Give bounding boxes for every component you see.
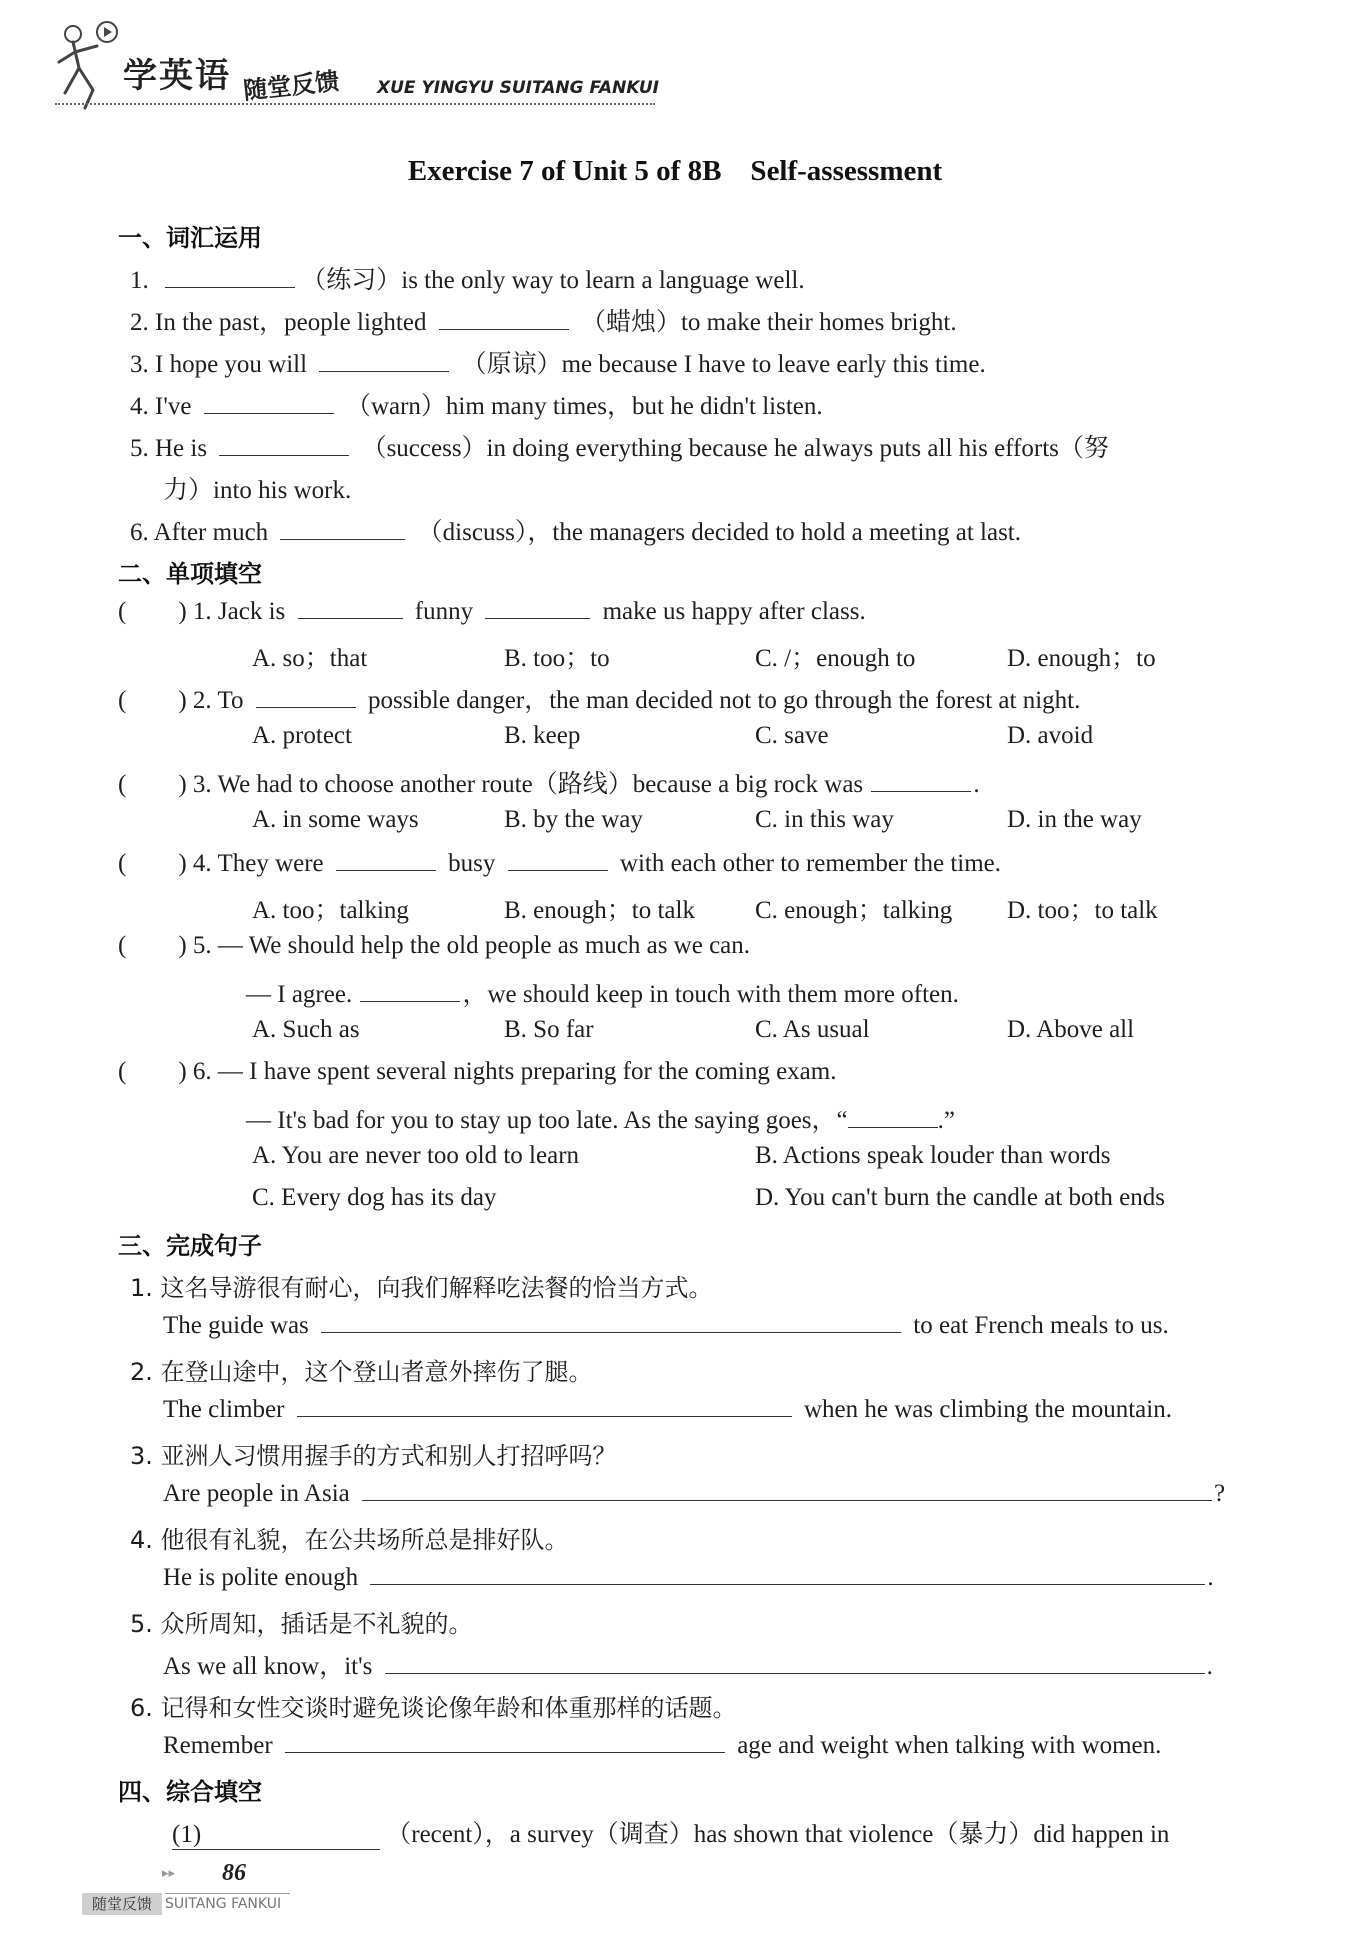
- answer-paren-close: ): [178, 598, 187, 625]
- answer-blank[interactable]: [321, 1310, 901, 1333]
- item-text: In the past，people lighted: [155, 309, 427, 336]
- option-b[interactable]: B. Actions speak louder than words: [755, 1142, 1111, 1169]
- item-text: — It's bad for you to stay up too late. As the saying goes，“: [246, 1107, 848, 1134]
- answer-blank[interactable]: [319, 349, 449, 372]
- mc-question-6: [118, 1058, 836, 1086]
- item-text: .: [973, 771, 980, 798]
- item-text: （success）in doing everything because he always puts all his efforts（努: [361, 435, 1109, 462]
- sentence-4-answer: [163, 1562, 1214, 1592]
- brand-subtitle: 随堂反馈: [242, 67, 341, 105]
- item-text: （原谅）me because I have to leave early this time.: [461, 351, 986, 378]
- header-divider: [55, 103, 655, 105]
- item-number: 4.: [130, 1526, 153, 1554]
- mc-question-5: [118, 932, 750, 960]
- item-text: to eat French meals to us.: [913, 1312, 1169, 1339]
- item-text: ?: [1214, 1480, 1226, 1507]
- runner-logo-icon: [55, 18, 125, 113]
- item-number: 5.: [130, 435, 149, 462]
- item-text: （discuss），the managers decided to hold a meeting at last.: [417, 519, 1021, 546]
- page-title: Exercise 7 of Unit 5 of 8B Self-assessment: [407, 155, 943, 187]
- answer-paren-open: (: [118, 771, 127, 798]
- vocab-item-5-cont: 力）into his work.: [163, 477, 352, 504]
- option-d[interactable]: D. Above all: [1007, 1016, 1135, 1043]
- chinese-prompt: 他很有礼貌，在公共场所总是排好队。: [160, 1526, 569, 1554]
- item-text: possible danger，the man decided not to go through the forest at night.: [368, 687, 1081, 714]
- item-number: 5.: [192, 932, 212, 959]
- answer-blank[interactable]: [871, 769, 971, 792]
- option-c[interactable]: C. Every dog has its day: [252, 1184, 497, 1211]
- sentence-2-prompt: [130, 1352, 593, 1387]
- sentence-6-prompt: [130, 1688, 737, 1723]
- option-a[interactable]: A. You are never too old to learn: [252, 1142, 580, 1169]
- chinese-prompt: 在登山途中，这个登山者意外摔伤了腿。: [160, 1358, 593, 1386]
- option-c[interactable]: C. enough；talking: [755, 897, 953, 924]
- vocab-item-1: [130, 260, 805, 296]
- footer-pinyin: SUITANG FANKUI: [165, 1896, 282, 1912]
- item-text: ，we should keep in touch with them more often.: [462, 981, 959, 1008]
- section-heading-mc: 二、单项填空: [118, 560, 262, 588]
- vocab-item-3: [130, 344, 986, 380]
- vocab-item-6: [130, 512, 1021, 548]
- answer-blank[interactable]: [256, 685, 356, 708]
- answer-blank[interactable]: [439, 307, 569, 330]
- mc-question-5-reply: [246, 974, 959, 1010]
- answer-blank[interactable]: [165, 265, 295, 288]
- option-b[interactable]: B. enough；to talk: [504, 897, 695, 924]
- item-text: busy: [448, 850, 496, 877]
- answer-blank[interactable]: [297, 1394, 792, 1417]
- answer-blank[interactable]: [280, 517, 405, 540]
- page-arrow-icon: ▸▸: [162, 1866, 176, 1881]
- sentence-3-answer: [163, 1478, 1225, 1508]
- section-heading-sentences: 三、完成句子: [118, 1232, 262, 1260]
- option-d[interactable]: D. in the way: [1007, 806, 1142, 833]
- answer-blank[interactable]: [219, 433, 349, 456]
- item-text: He is polite enough: [163, 1564, 359, 1591]
- answer-blank[interactable]: [362, 1478, 1212, 1501]
- sentence-5-answer: [163, 1646, 1213, 1682]
- option-a[interactable]: A. too；talking: [252, 897, 409, 924]
- sentence-6-answer: [163, 1730, 1161, 1760]
- item-text: The climber: [163, 1396, 285, 1423]
- item-text: The guide was: [163, 1312, 309, 1339]
- item-text: We had to choose another route（路线）because a big rock was: [217, 771, 864, 798]
- page-number: 86: [222, 1860, 246, 1886]
- mc-question-4: [118, 848, 1001, 878]
- vocab-item-2: [130, 302, 957, 338]
- section-heading-vocab: 一、词汇运用: [118, 224, 262, 252]
- answer-paren-open: (: [118, 687, 127, 714]
- item-number: 1.: [130, 267, 149, 294]
- option-b[interactable]: B. So far: [504, 1016, 594, 1043]
- option-d[interactable]: D. too；to talk: [1007, 897, 1158, 924]
- item-text: Remember: [163, 1732, 273, 1759]
- option-b[interactable]: B. too；to: [504, 645, 610, 672]
- answer-blank[interactable]: [298, 596, 403, 619]
- sentence-2-answer: [163, 1394, 1172, 1424]
- option-a[interactable]: A. so；that: [252, 645, 368, 672]
- answer-blank[interactable]: [204, 391, 334, 414]
- option-d[interactable]: D. enough；to: [1007, 645, 1156, 672]
- item-text: when he was climbing the mountain.: [803, 1396, 1172, 1423]
- option-c[interactable]: C. in this way: [755, 806, 894, 833]
- answer-paren-close: ): [178, 687, 187, 714]
- item-text: （warn）him many times，but he didn't listen.: [345, 393, 823, 420]
- sentence-1-answer: [163, 1310, 1169, 1340]
- item-number: 3.: [130, 1442, 153, 1470]
- option-b[interactable]: B. by the way: [504, 806, 643, 833]
- item-text: I've: [155, 393, 192, 420]
- sentence-4-prompt: [130, 1520, 569, 1555]
- item-number: 4.: [130, 393, 149, 420]
- answer-blank[interactable]: [508, 848, 608, 871]
- item-text: with each other to remember the time.: [619, 850, 1002, 877]
- item-text: （练习）is the only way to learn a language well.: [301, 267, 805, 294]
- vocab-item-4: [130, 386, 823, 422]
- cloze-line-1: [172, 1814, 1169, 1850]
- item-number: 6.: [130, 519, 149, 546]
- item-text: .: [1207, 1564, 1214, 1591]
- item-number: 3.: [192, 771, 212, 798]
- item-text: age and weight when talking with women.: [737, 1732, 1162, 1759]
- vocab-item-5: [130, 428, 1109, 464]
- item-number: 2.: [192, 687, 212, 714]
- item-text: I hope you will: [155, 351, 308, 378]
- chinese-prompt: 众所周知，插话是不礼貌的。: [160, 1610, 473, 1638]
- item-text: — We should help the old people as much as we can.: [217, 932, 751, 959]
- item-number: 6.: [192, 1058, 212, 1085]
- item-number: 1.: [192, 598, 212, 625]
- item-text: Jack is: [217, 598, 286, 625]
- answer-paren-close: ): [178, 850, 187, 877]
- answer-blank[interactable]: [848, 1105, 938, 1128]
- blank-number: (1): [172, 1821, 202, 1848]
- answer-blank[interactable]: [285, 1730, 725, 1753]
- section-heading-cloze: 四、综合填空: [118, 1778, 262, 1806]
- item-number: 2.: [130, 1358, 153, 1386]
- item-number: 4.: [192, 850, 212, 877]
- item-number: 1.: [130, 1274, 153, 1302]
- option-a[interactable]: A. in some ways: [252, 806, 419, 833]
- item-number: 5.: [130, 1610, 153, 1638]
- item-number: 2.: [130, 309, 149, 336]
- answer-paren-open: (: [118, 932, 127, 959]
- option-b[interactable]: B. keep: [504, 722, 581, 749]
- mc-question-2: [118, 680, 1080, 716]
- mc-question-3: [118, 764, 980, 800]
- answer-blank[interactable]: [385, 1651, 1205, 1674]
- cloze-blank-1[interactable]: [172, 1821, 380, 1850]
- option-d[interactable]: D. avoid: [1007, 722, 1094, 749]
- item-text: To: [217, 687, 244, 714]
- answer-paren-open: (: [118, 1058, 127, 1085]
- answer-blank[interactable]: [370, 1562, 1205, 1585]
- item-text: Are people in Asia: [163, 1480, 350, 1507]
- chinese-prompt: 这名导游很有耐心，向我们解释吃法餐的恰当方式。: [160, 1274, 713, 1302]
- item-number: 3.: [130, 351, 149, 378]
- item-text: After much: [153, 519, 269, 546]
- brand-title: 学英语: [123, 56, 231, 96]
- item-text: — I have spent several nights preparing for the coming exam.: [217, 1058, 837, 1085]
- footer-rule: [165, 1893, 290, 1894]
- answer-blank[interactable]: [485, 596, 590, 619]
- item-text: funny: [414, 598, 474, 625]
- answer-blank[interactable]: [336, 848, 436, 871]
- answer-paren-close: ): [178, 771, 187, 798]
- item-text: — I agree.: [246, 981, 353, 1008]
- mc-question-1: [118, 596, 866, 626]
- item-text: .”: [937, 1107, 955, 1134]
- item-number: 6.: [130, 1694, 153, 1722]
- mc-question-6-reply: [246, 1100, 955, 1136]
- item-text: As we all know，it's: [163, 1653, 373, 1680]
- sentence-5-prompt: [130, 1604, 473, 1639]
- option-c[interactable]: C. /；enough to: [755, 645, 916, 672]
- answer-paren-open: (: [118, 850, 127, 877]
- item-text: .: [1206, 1653, 1213, 1680]
- sentence-3-prompt: [130, 1436, 617, 1471]
- answer-paren-open: (: [118, 598, 127, 625]
- brand-pinyin: XUE YINGYU SUITANG FANKUI: [377, 78, 660, 98]
- answer-paren-close: ): [178, 1058, 187, 1085]
- answer-paren-close: ): [178, 932, 187, 959]
- option-a[interactable]: A. protect: [252, 722, 352, 749]
- chinese-prompt: 记得和女性交谈时避免谈论像年龄和体重那样的话题。: [160, 1694, 737, 1722]
- item-text: （recent），a survey（调查）has shown that violence（暴力）did happen in: [386, 1821, 1170, 1848]
- footer-brand: 随堂反馈: [82, 1893, 162, 1915]
- item-text: make us happy after class.: [602, 598, 866, 625]
- item-text: He is: [155, 435, 208, 462]
- answer-blank[interactable]: [360, 979, 460, 1002]
- option-c[interactable]: C. As usual: [755, 1016, 870, 1043]
- option-d[interactable]: D. You can't burn the candle at both ends: [755, 1184, 1165, 1211]
- item-text: （蜡烛）to make their homes bright.: [580, 309, 957, 336]
- option-c[interactable]: C. save: [755, 722, 829, 749]
- chinese-prompt: 亚洲人习惯用握手的方式和别人打招呼吗？: [160, 1442, 617, 1470]
- item-text: They were: [217, 850, 324, 877]
- sentence-1-prompt: [130, 1268, 713, 1303]
- option-a[interactable]: A. Such as: [252, 1016, 360, 1043]
